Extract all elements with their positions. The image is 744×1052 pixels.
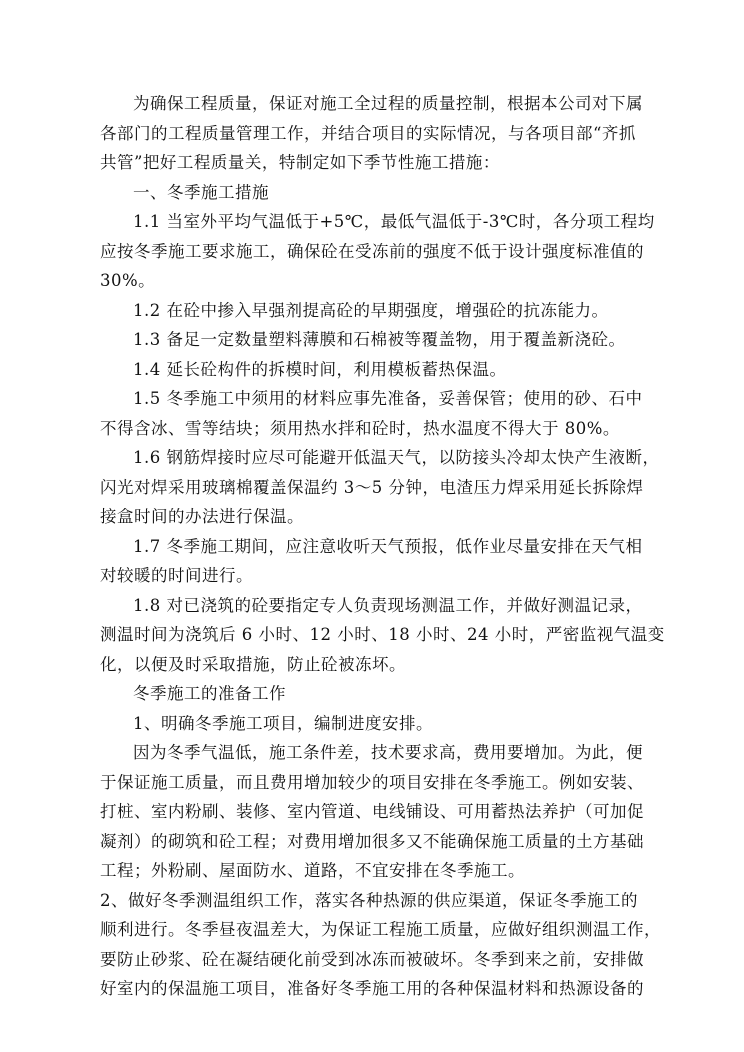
item-1-1-line-2: 应按冬季施工要求施工，确保砼在受冻前的强度不低于设计强度标准值的 xyxy=(100,242,644,261)
item-1-8-line-2: 测温时间为浇筑后 6 小时、12 小时、18 小时、24 小时，严密监视气温变 xyxy=(100,625,665,644)
item-1-6-line-2: 闪光对焊采用玻璃棉覆盖保温约 3～5 分钟，电渣压力焊采用延长拆除焊 xyxy=(100,478,644,497)
section-2-heading: 冬季施工的准备工作 xyxy=(133,684,286,703)
intro-line-2: 各部门的工程质量管理工作，并结合项目的实际情况，与各项目部“齐抓 xyxy=(100,124,636,143)
item-2-1-body-line-3: 打桩、室内粉刷、装修、室内管道、电线铺设、可用蓄热法养护（可加促 xyxy=(100,802,644,821)
item-1-5-line-1: 1.5 冬季施工中须用的材料应事先准备，妥善保管；使用的砂、石中 xyxy=(133,389,643,408)
item-1-6-line-1: 1.6 钢筋焊接时应尽可能避开低温天气，以防接头冷却太快产生液断， xyxy=(133,448,660,467)
item-1-8-line-1: 1.8 对已浇筑的砼要指定专人负责现场测温工作，并做好测温记录， xyxy=(133,596,643,615)
intro-line-1: 为确保工程质量，保证对施工全过程的质量控制，根据本公司对下属 xyxy=(133,94,643,113)
item-1-4: 1.4 延长砼构件的拆模时间，利用模板蓄热保温。 xyxy=(133,360,507,379)
item-1-3: 1.3 备足一定数量塑料薄膜和石棉被等覆盖物，用于覆盖新浇砼。 xyxy=(133,330,626,349)
item-1-1-line-3: 30%。 xyxy=(100,271,156,290)
item-2-1-body-line-2: 于保证施工质量，而且费用增加较少的项目安排在冬季施工。例如安装、 xyxy=(100,773,644,792)
item-1-2: 1.2 在砼中掺入早强剂提高砼的早期强度，增强砼的抗冻能力。 xyxy=(133,301,609,320)
intro-line-3: 共管”把好工程质量关，特制定如下季节性施工措施： xyxy=(100,153,500,172)
item-2-2-line-3: 要防止砂浆、砼在凝结硬化前受到冰冻而被破坏。冬季到来之前，安排做 xyxy=(100,950,644,969)
item-1-7-line-1: 1.7 冬季施工期间，应注意收听天气预报，低作业尽量安排在天气相 xyxy=(133,537,643,556)
item-1-1-line-1: 1.1 当室外平均气温低于+5℃，最低气温低于-3℃时，各分项工程均 xyxy=(133,212,655,231)
item-2-2-line-1: 2、做好冬季测温组织工作，落实各种热源的供应渠道，保证冬季施工的 xyxy=(100,891,638,910)
item-2-1-body-line-4: 凝剂）的砌筑和砼工程；对费用增加很多又不能确保施工质量的土方基础 xyxy=(100,832,644,851)
item-2-2-line-4: 好室内的保温施工项目，准备好冬季施工用的各种保温材料和热源设备的 xyxy=(100,979,644,998)
item-1-5-line-2: 不得含冰、雪等结块；须用热水拌和砼时，热水温度不得大于 80%。 xyxy=(100,419,620,438)
item-2-2-line-2: 顺利进行。冬季昼夜温差大，为保证工程施工质量，应做好组织测温工作， xyxy=(100,920,661,939)
section-1-heading: 一、冬季施工措施 xyxy=(133,183,269,202)
item-1-7-line-2: 对较暖的时间进行。 xyxy=(100,566,253,585)
item-2-1-body-line-5: 工程；外粉刷、屋面防水、道路，不宜安排在冬季施工。 xyxy=(100,861,525,880)
item-1-6-line-3: 接盒时间的办法进行保温。 xyxy=(100,507,304,526)
item-2-1-heading: 1、明确冬季施工项目，编制进度安排。 xyxy=(133,714,433,733)
item-1-8-line-3: 化，以便及时采取措施，防止砼被冻坏。 xyxy=(100,655,406,674)
item-2-1-body-line-1: 因为冬季气温低，施工条件差，技术要求高，费用要增加。为此，便 xyxy=(133,743,643,762)
